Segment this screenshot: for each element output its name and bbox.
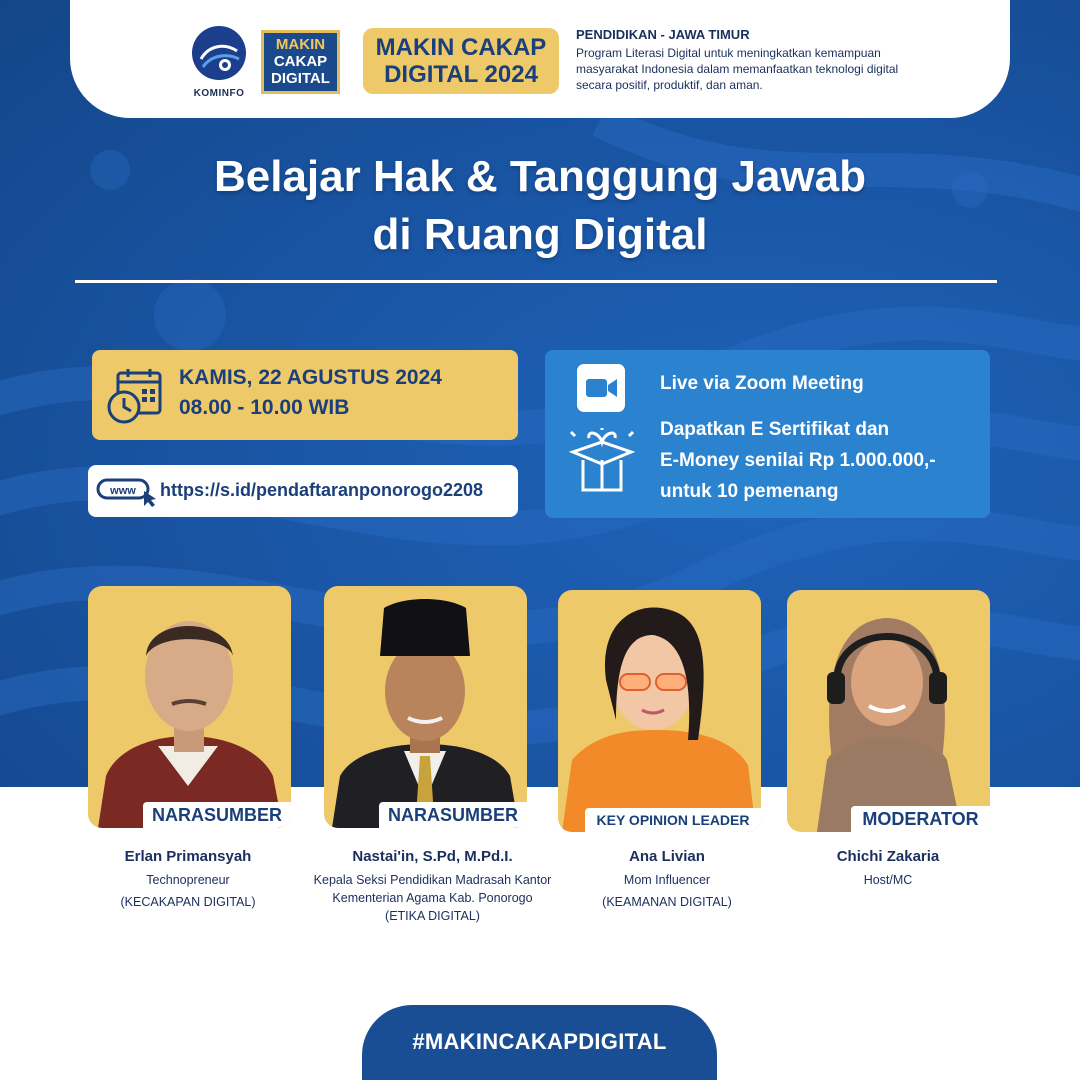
title-line-1: Belajar Hak & Tanggung Jawab <box>213 152 866 201</box>
speaker-card-3 <box>558 590 761 832</box>
speaker-info-2 <box>300 848 565 925</box>
page-title <box>0 148 1080 264</box>
certificate-line-3: untuk 10 pemenang <box>660 481 839 502</box>
speaker-name-1: Erlan Primansyah <box>124 848 252 865</box>
logo-line-1: MAKIN <box>275 36 326 53</box>
role-tag-1: NARASUMBER <box>143 802 291 828</box>
speaker-photo-1 <box>88 586 291 828</box>
speaker-1-line-1: Technopreneur <box>146 873 230 887</box>
program-badge <box>363 28 559 94</box>
speaker-name-4: Chichi Zakaria <box>836 848 940 865</box>
logo-line-3: DIGITAL <box>271 70 330 87</box>
www-cursor-icon <box>96 477 158 507</box>
certificate-line-2: E-Money senilai Rp 1.000.000,- <box>660 450 936 471</box>
gift-box-icon <box>569 428 635 496</box>
www-icon-text: www <box>110 485 136 497</box>
speaker-info-1 <box>78 848 298 911</box>
speaker-2-line-3: (ETIKA DIGITAL) <box>385 909 480 923</box>
registration-url[interactable]: https://s.id/pendaftaranponorogo2208 <box>160 480 484 500</box>
speaker-info-3 <box>560 848 774 911</box>
certificate-info <box>660 414 980 507</box>
logo-line-2: CAKAP <box>273 53 328 70</box>
speaker-info-4 <box>788 848 988 889</box>
badge-line-2: DIGITAL 2024 <box>384 61 538 88</box>
zoom-meeting-label: Live via Zoom Meeting <box>660 373 864 394</box>
makin-cakap-digital-logo <box>261 30 340 94</box>
speaker-name-3: Ana Livian <box>629 848 705 865</box>
zoom-info-box <box>545 350 990 518</box>
title-divider <box>75 280 997 283</box>
event-date: KAMIS, 22 AGUSTUS 2024 <box>179 366 442 389</box>
speaker-4-line-1: Host/MC <box>863 873 913 887</box>
header-info <box>576 27 926 93</box>
speaker-card-4 <box>787 590 990 832</box>
zoom-icon-tile <box>577 364 625 412</box>
program-description: Program Literasi Digital untuk meningkatkan kemampuan masyarakat Indonesia dalam memanfaatkan teknologi digital secara positif, produktif, dan aman. <box>576 46 899 92</box>
speaker-photo-2 <box>324 586 527 828</box>
calendar-clock-icon <box>106 367 164 425</box>
speaker-1-line-2: (KECAKAPAN DIGITAL) <box>120 895 256 909</box>
speaker-photo-3 <box>558 590 761 832</box>
speaker-2-line-2: Kementerian Agama Kab. Ponorogo <box>332 891 533 905</box>
kominfo-label: KOMINFO <box>193 88 245 99</box>
role-tag-3: KEY OPINION LEADER <box>585 808 761 832</box>
kominfo-logo <box>186 25 252 99</box>
certificate-line-1: Dapatkan E Sertifikat dan <box>660 419 890 440</box>
speaker-3-line-1: Mom Influencer <box>623 873 711 887</box>
role-tag-2: NARASUMBER <box>379 802 527 828</box>
date-time-box <box>92 350 518 440</box>
title-line-2: di Ruang Digital <box>372 210 708 259</box>
region-label: PENDIDIKAN - JAWA TIMUR <box>576 27 750 42</box>
registration-link-box[interactable] <box>88 465 518 517</box>
badge-line-1: MAKIN CAKAP <box>375 34 547 61</box>
hashtag-banner: #MAKINCAKAPDIGITAL <box>362 1005 717 1080</box>
kominfo-emblem-icon <box>191 25 247 81</box>
speaker-photo-4 <box>787 590 990 832</box>
speaker-card-2 <box>324 586 527 828</box>
speaker-2-line-1: Kepala Seksi Pendidikan Madrasah Kantor <box>313 873 552 887</box>
event-time: 08.00 - 10.00 WIB <box>179 396 350 419</box>
role-tag-4: MODERATOR <box>851 806 990 832</box>
speaker-card-1 <box>88 586 291 828</box>
video-camera-icon <box>577 364 625 412</box>
speaker-3-line-2: (KEAMANAN DIGITAL) <box>602 895 732 909</box>
speaker-name-2: Nastai'in, S.Pd, M.Pd.I. <box>352 848 513 865</box>
